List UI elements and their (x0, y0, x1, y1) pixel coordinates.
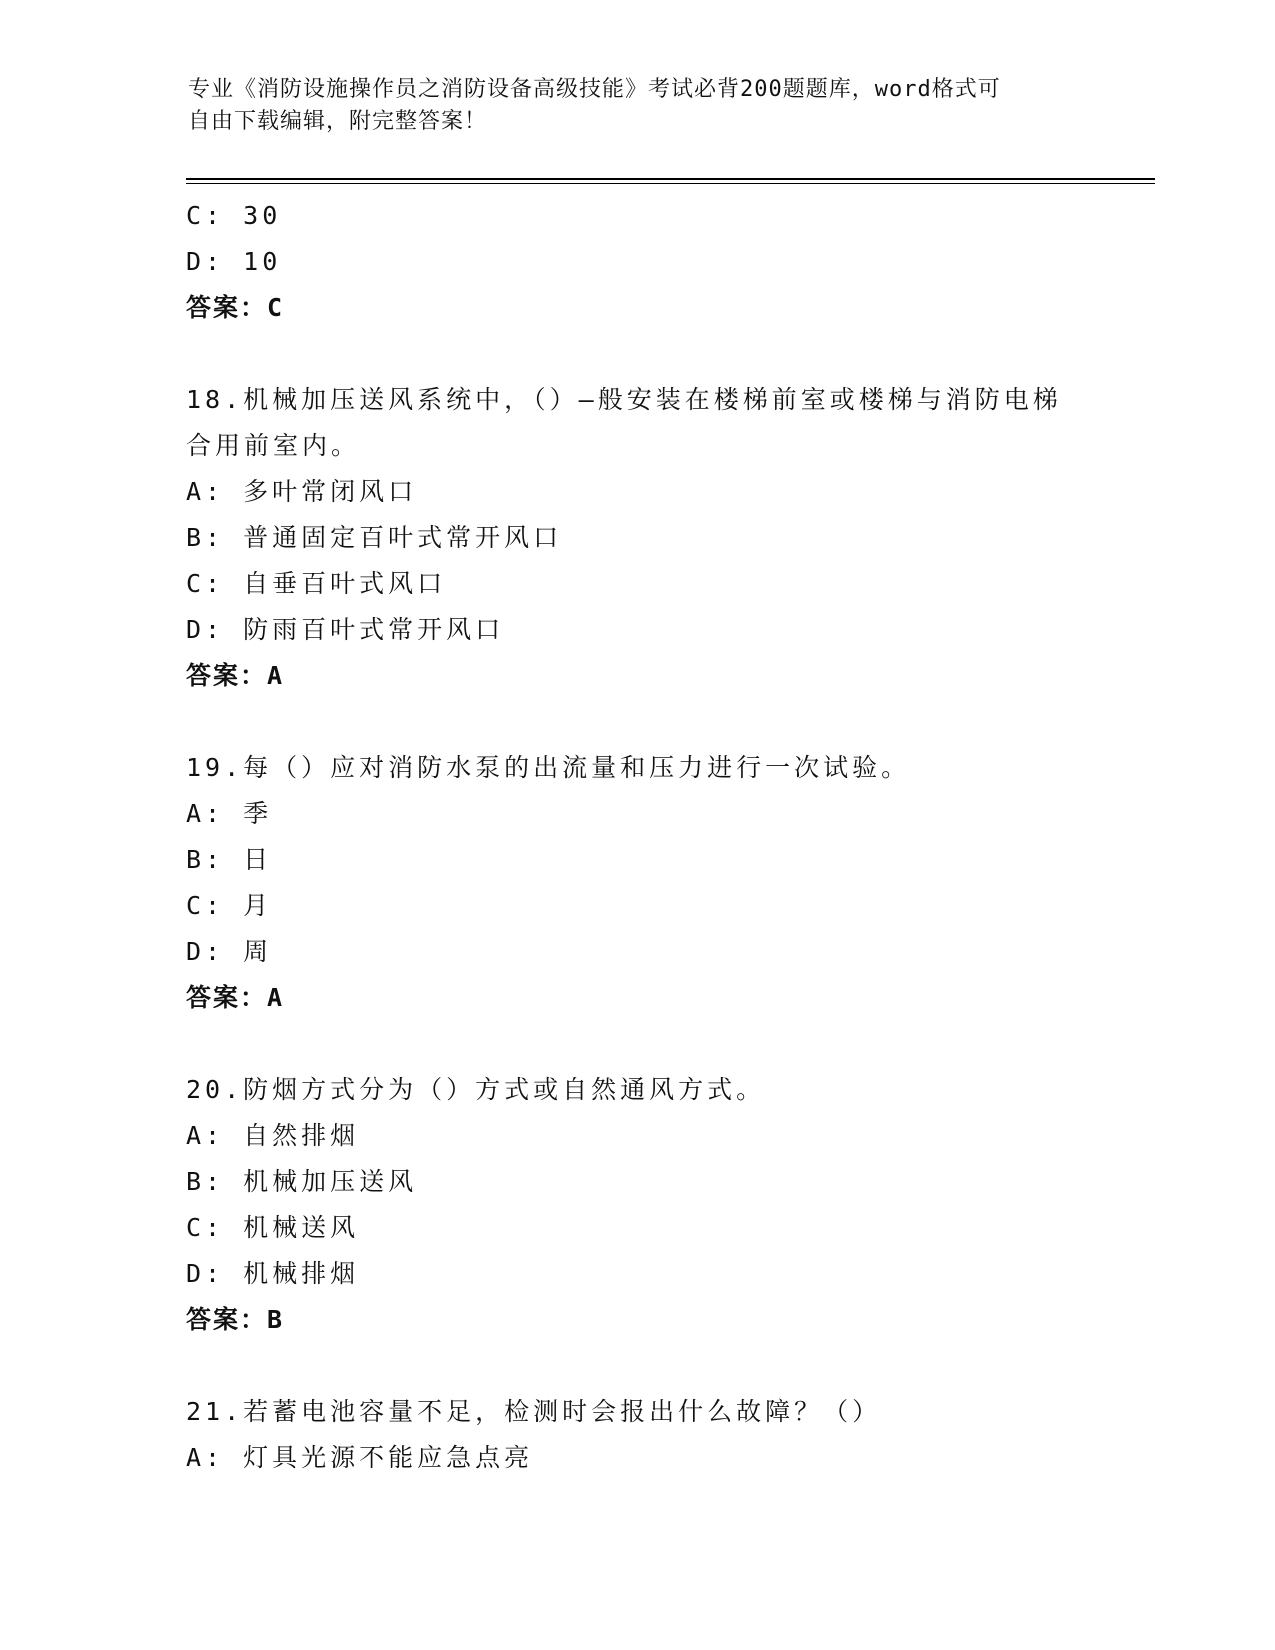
question-18 (186, 377, 1166, 699)
option-c: C: 自垂百叶式风口 (186, 569, 447, 598)
option-a: A: 自然排烟 (186, 1121, 360, 1150)
question-stem: 18.机械加压送风系统中，（）—般安装在楼梯前室或楼梯与消防电梯 (186, 385, 1062, 414)
question-20 (186, 1067, 1166, 1343)
option-b: B: 普通固定百叶式常开风口 (186, 523, 563, 552)
header-line-2: 自由下载编辑，附完整答案！ (188, 109, 488, 134)
option-b: B: 日 (186, 845, 273, 874)
option-a: A: 季 (186, 799, 273, 828)
question-21 (186, 1389, 1166, 1481)
header-line-1: 专业《消防设施操作员之消防设备高级技能》考试必背200题题库，word格式可 (188, 77, 1001, 102)
option-c: C: 月 (186, 891, 273, 920)
option-d: D: 防雨百叶式常开风口 (186, 615, 505, 644)
spacer (186, 331, 1166, 377)
answer-line: 答案：A (186, 661, 285, 690)
page-header (188, 74, 1088, 138)
question-list (186, 193, 1166, 1481)
spacer (186, 1343, 1166, 1389)
spacer (186, 699, 1166, 745)
header-divider-thick (186, 178, 1155, 180)
option-a: A: 多叶常闭风口 (186, 477, 418, 506)
option-d: D: 机械排烟 (186, 1259, 360, 1288)
question-19 (186, 745, 1166, 1021)
answer-line: 答案：C (186, 293, 285, 322)
option-d: D: 10 (186, 247, 282, 276)
spacer (186, 1021, 1166, 1067)
header-divider-thin (186, 183, 1155, 184)
option-a: A: 灯具光源不能应急点亮 (186, 1443, 534, 1472)
option-c: C: 机械送风 (186, 1213, 360, 1242)
question-stem: 20.防烟方式分为（）方式或自然通风方式。 (186, 1075, 766, 1104)
question-stem: 19.每（）应对消防水泵的出流量和压力进行一次试验。 (186, 753, 911, 782)
option-d: D: 周 (186, 937, 273, 966)
question-stem-continued: 合用前室内。 (186, 431, 361, 460)
option-b: B: 机械加压送风 (186, 1167, 418, 1196)
question-stem: 21.若蓄电池容量不足，检测时会报出什么故障？（） (186, 1397, 882, 1426)
answer-line: 答案：A (186, 983, 285, 1012)
answer-line: 答案：B (186, 1305, 285, 1334)
option-c: C: 30 (186, 201, 282, 230)
